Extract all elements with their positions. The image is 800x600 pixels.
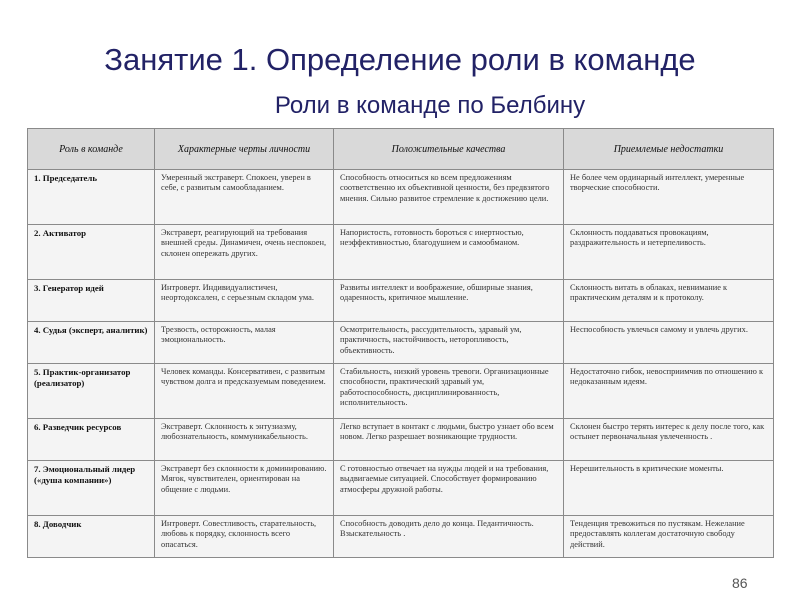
traits-cell: Интроверт. Индивидуалистичен, неортодоксален, с серьезным складом ума. xyxy=(155,280,334,322)
role-cell: 5. Практик-организатор (реализатор) xyxy=(28,364,155,419)
traits-cell: Интроверт. Совестливость, старательность, любовь к порядку, склонность всего опасаться. xyxy=(155,516,334,558)
role-cell: 7. Эмоциональный лидер («душа компании») xyxy=(28,461,155,516)
traits-cell: Экстраверт, реагирующий на требования внешней среды. Динамичен, очень неспокоен, склонен опережать других. xyxy=(155,225,334,280)
header-drawbacks: Приемлемые недостатки xyxy=(564,129,774,170)
table-row xyxy=(28,461,774,516)
positive-cell: Стабильность, низкий уровень тревоги. Организационные способности, практический здравый ум, работоспособность, дисциплинированность, исполнительность. xyxy=(334,364,564,419)
traits-cell: Трезвость, осторожность, малая эмоциональность. xyxy=(155,322,334,364)
traits-cell: Человек команды. Консервативен, с развитым чувством долга и предсказуемым поведением. xyxy=(155,364,334,419)
table-row xyxy=(28,280,774,322)
traits-cell: Умеренный экстраверт. Спокоен, уверен в себе, с развитым самообладанием. xyxy=(155,170,334,225)
traits-cell: Экстраверт. Склонность к энтузиазму, любознательность, коммуникабельность. xyxy=(155,419,334,461)
drawbacks-cell: Не более чем ординарный интеллект, умеренные творческие способности. xyxy=(564,170,774,225)
positive-cell: Легко вступает в контакт с людьми, быстро узнает обо всем новом. Легко разрешает возникающие трудности. xyxy=(334,419,564,461)
table-row xyxy=(28,170,774,225)
role-cell: 6. Разведчик ресурсов xyxy=(28,419,155,461)
drawbacks-cell: Склонен быстро терять интерес к делу после того, как остынет первоначальная увлеченность . xyxy=(564,419,774,461)
positive-cell: Осмотрительность, рассудительность, здравый ум, практичность, настойчивость, неторопливость, объективность. xyxy=(334,322,564,364)
role-cell: 2. Активатор xyxy=(28,225,155,280)
drawbacks-cell: Склонность витать в облаках, невнимание к практическим деталям и к протоколу. xyxy=(564,280,774,322)
header-positive: Положительные качества xyxy=(334,129,564,170)
page-number: 86 xyxy=(732,575,748,591)
table-header-row xyxy=(28,129,774,170)
role-cell: 1. Председатель xyxy=(28,170,155,225)
drawbacks-cell: Тенденция тревожиться по пустякам. Нежелание предоставлять коллегам достаточную свободу действий. xyxy=(564,516,774,558)
role-cell: 4. Судья (эксперт, аналитик) xyxy=(28,322,155,364)
table-row xyxy=(28,364,774,419)
belbin-roles-table xyxy=(27,128,774,558)
drawbacks-cell: Недостаточно гибок, невосприимчив по отношению к недоказанным идеям. xyxy=(564,364,774,419)
role-cell: 8. Доводчик xyxy=(28,516,155,558)
slide-subtitle: Роли в команде по Белбину xyxy=(274,92,586,119)
positive-cell: С готовностью отвечает на нужды людей и на требования, выдвигаемые ситуацией. Способствует формированию атмосферы дружной работы. xyxy=(334,461,564,516)
traits-cell: Экстраверт без склонности к доминированию. Мягок, чувствителен, ориентирован на общение с людьми. xyxy=(155,461,334,516)
positive-cell: Развиты интеллект и воображение, обширные знания, одаренность, критичное мышление. xyxy=(334,280,564,322)
drawbacks-cell: Нерешительность в критические моменты. xyxy=(564,461,774,516)
positive-cell: Способность доводить дело до конца. Педантичность. Взыскательность . xyxy=(334,516,564,558)
drawbacks-cell: Неспособность увлечься самому и увлечь других. xyxy=(564,322,774,364)
header-role: Роль в команде xyxy=(28,129,155,170)
header-traits: Характерные черты личности xyxy=(155,129,334,170)
drawbacks-cell: Склонность поддаваться провокациям, раздражительность и нетерпеливость. xyxy=(564,225,774,280)
table-row xyxy=(28,225,774,280)
belbin-table-container xyxy=(27,128,773,558)
role-cell: 3. Генератор идей xyxy=(28,280,155,322)
table-row xyxy=(28,322,774,364)
table-row xyxy=(28,419,774,461)
positive-cell: Способность относиться ко всем предложениям соответственно их объективной ценности, без предвзятого мнения. Сильно развитое стремление к достижению цели. xyxy=(334,170,564,225)
table-row xyxy=(28,516,774,558)
positive-cell: Напористость, готовность бороться с инертностью, неэффективностью, благодушием и самообманом. xyxy=(334,225,564,280)
slide-title: Занятие 1. Определение роли в команде xyxy=(104,42,696,77)
